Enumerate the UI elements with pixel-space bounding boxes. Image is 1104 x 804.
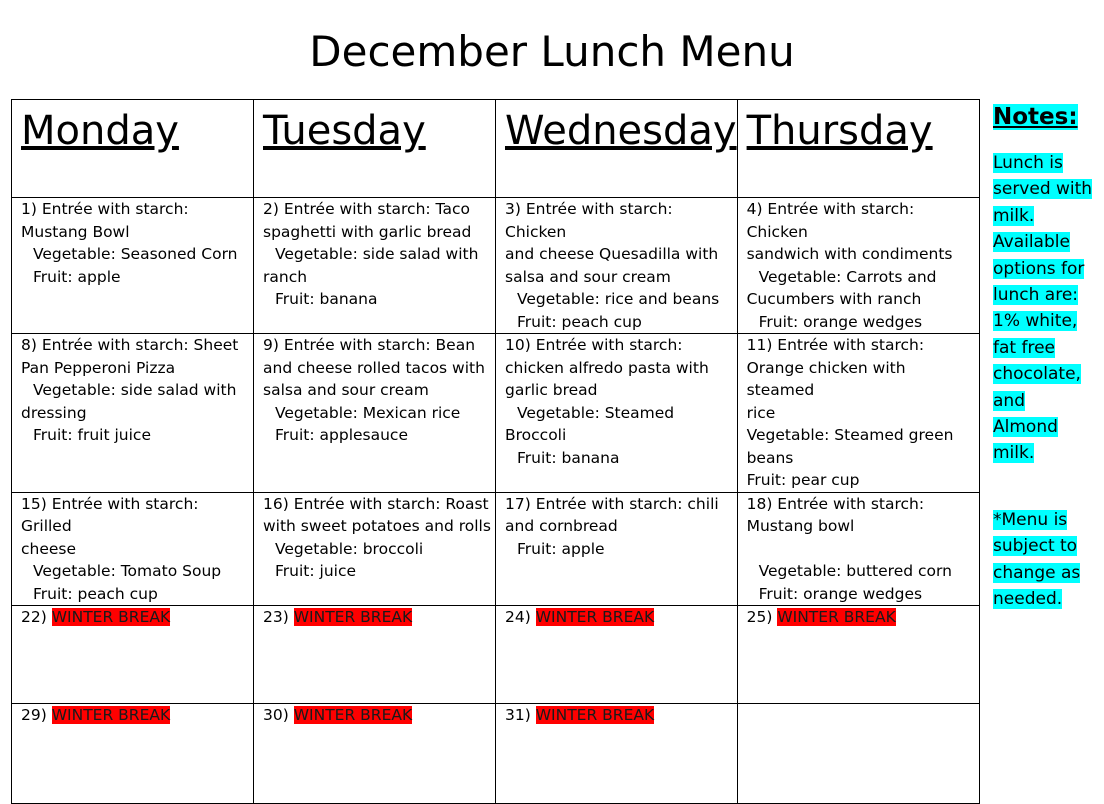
menu-day-cell — [254, 198, 496, 334]
break-day-cell — [254, 704, 496, 804]
notes-footer-line: *Menu is — [993, 509, 1068, 530]
menu-line: Mustang Bowl — [21, 222, 130, 241]
menu-line: Vegetable: side salad with — [275, 245, 479, 263]
menu-line: Vegetable: Seasoned Corn — [33, 245, 238, 263]
day-number: 22) — [21, 608, 47, 626]
notes-footer-line: subject to — [993, 536, 1078, 557]
winter-break-row — [12, 606, 980, 704]
menu-day-cell — [12, 492, 254, 606]
day-header-row — [12, 100, 980, 198]
notes-footer-line: change as — [993, 562, 1081, 583]
winter-break-label: WINTER BREAK — [777, 608, 896, 626]
menu-day-cell — [12, 198, 254, 334]
day-number: 24) — [505, 608, 531, 626]
menu-line: Fruit: orange wedges — [758, 312, 923, 331]
menu-line: 3) Entrée with starch: Chicken — [505, 200, 673, 241]
menu-line: and cheese Quesadilla with — [505, 245, 719, 263]
menu-line: rice — [746, 403, 776, 422]
menu-line: cheese — [21, 539, 77, 558]
notes-line: lunch are: — [993, 285, 1079, 306]
notes-line: milk. — [993, 205, 1035, 226]
menu-line: Vegetable: rice and beans — [517, 290, 720, 308]
menu-day-cell — [254, 334, 496, 493]
menu-day-cell — [254, 492, 496, 606]
notes-footer — [993, 507, 1093, 613]
menu-line: Orange chicken with steamed — [746, 358, 906, 399]
day-number: 25) — [746, 608, 773, 626]
break-day-cell — [254, 606, 496, 704]
notes-line: milk. — [993, 443, 1035, 464]
menu-day-cell — [737, 492, 979, 606]
menu-line — [747, 538, 975, 561]
menu-day-cell — [496, 334, 738, 493]
break-day-cell — [737, 606, 979, 704]
menu-line: 4) Entrée with starch: Chicken — [746, 200, 915, 241]
menu-line: chicken alfredo pasta with — [505, 358, 709, 377]
winter-break-row — [12, 704, 980, 804]
week-row — [12, 198, 980, 334]
menu-line: garlic bread — [505, 381, 598, 399]
menu-line: Vegetable: Steamed — [517, 403, 675, 422]
menu-line: Fruit: orange wedges — [758, 584, 923, 603]
day-number: 29) — [21, 706, 47, 724]
menu-day-cell — [12, 334, 254, 493]
notes-body — [993, 150, 1093, 467]
menu-line: with sweet potatoes and rolls — [263, 517, 491, 535]
break-day-cell — [12, 704, 254, 804]
menu-line: Vegetable: buttered corn — [758, 562, 952, 580]
notes-line: served with — [993, 179, 1093, 200]
week-row — [12, 334, 980, 493]
menu-line: Broccoli — [505, 426, 567, 444]
menu-line: Vegetable: side salad with — [33, 381, 237, 399]
menu-line: Fruit: peach cup — [517, 312, 642, 331]
notes-line: fat free — [993, 337, 1055, 358]
menu-line: and cornbread — [505, 517, 618, 535]
menu-line: salsa and sour cream — [505, 267, 671, 286]
notes-line: 1% white, — [993, 311, 1078, 332]
menu-calendar — [11, 99, 980, 804]
menu-line: ranch — [263, 267, 308, 286]
menu-line: salsa and sour cream — [263, 381, 429, 399]
menu-line: Vegetable: broccoli — [275, 539, 424, 558]
menu-line: Pan Pepperoni Pizza — [21, 358, 176, 377]
menu-line: Fruit: banana — [517, 448, 620, 467]
menu-line: 9) Entrée with starch: Bean — [263, 336, 476, 354]
winter-break-label: WINTER BREAK — [535, 608, 655, 626]
menu-line: Mustang bowl — [746, 517, 855, 535]
notes-line: and — [993, 390, 1025, 411]
notes-line: Lunch is — [993, 153, 1063, 173]
menu-line: dressing — [21, 403, 87, 422]
winter-break-label: WINTER BREAK — [51, 608, 171, 626]
winter-break-label: WINTER BREAK — [293, 608, 413, 626]
notes-title: Notes: — [993, 104, 1078, 130]
break-day-cell — [737, 704, 979, 804]
notes-footer-line: needed. — [993, 589, 1063, 610]
menu-line: 17) Entrée with starch: chili — [505, 494, 719, 513]
menu-line: 8) Entrée with starch: Sheet — [21, 336, 239, 354]
break-day-cell — [496, 606, 738, 704]
notes-panel — [993, 98, 1093, 613]
menu-line: Vegetable: Mexican rice — [275, 403, 461, 422]
page-title: December Lunch Menu — [309, 27, 795, 76]
menu-line: Vegetable: Carrots and — [758, 267, 937, 286]
menu-line: Cucumbers with ranch — [746, 290, 922, 308]
winter-break-label: WINTER BREAK — [51, 706, 171, 724]
day-number: 31) — [505, 706, 531, 724]
menu-line: beans — [746, 448, 794, 467]
menu-line: 10) Entrée with starch: — [505, 336, 683, 354]
notes-line: Available — [993, 232, 1070, 253]
menu-line: Fruit: pear cup — [746, 471, 860, 489]
break-day-cell — [496, 704, 738, 804]
menu-line: Fruit: applesauce — [275, 426, 408, 444]
menu-day-cell — [496, 492, 738, 606]
day-heading-thursday: Thursday — [746, 108, 933, 154]
menu-line: 15) Entrée with starch: Grilled — [21, 494, 199, 535]
day-number: 23) — [263, 608, 289, 626]
day-number: 30) — [263, 706, 289, 724]
menu-line: Fruit: banana — [275, 290, 378, 308]
menu-line: sandwich with condiments — [746, 245, 953, 263]
day-heading-monday: Monday — [21, 108, 179, 154]
menu-line: 18) Entrée with starch: — [746, 494, 925, 513]
menu-line: Fruit: juice — [275, 562, 357, 580]
winter-break-label: WINTER BREAK — [535, 706, 655, 724]
menu-line: 1) Entrée with starch: — [21, 200, 189, 218]
menu-line: 2) Entrée with starch: Taco — [263, 200, 470, 218]
menu-line: Fruit: apple — [33, 267, 121, 286]
menu-line: 16) Entrée with starch: Roast — [263, 494, 489, 513]
menu-line: 11) Entrée with starch: — [746, 336, 925, 354]
menu-line: spaghetti with garlic bread — [263, 222, 472, 241]
menu-day-cell — [496, 198, 738, 334]
break-day-cell — [12, 606, 254, 704]
menu-line: Fruit: fruit juice — [33, 426, 151, 444]
menu-line: Vegetable: Steamed green — [746, 426, 954, 444]
notes-line: options for — [993, 258, 1085, 279]
week-row — [12, 492, 980, 606]
menu-line: and cheese rolled tacos with — [263, 358, 485, 377]
menu-day-cell — [737, 198, 979, 334]
notes-line: Almond — [993, 417, 1058, 438]
day-heading-wednesday: Wednesday — [505, 108, 737, 154]
winter-break-label: WINTER BREAK — [293, 706, 413, 724]
menu-line: Vegetable: Tomato Soup — [33, 562, 222, 580]
day-heading-tuesday: Tuesday — [263, 108, 426, 154]
menu-day-cell — [737, 334, 979, 493]
menu-line: Fruit: peach cup — [33, 584, 158, 603]
notes-line: chocolate, — [993, 364, 1081, 385]
menu-line: Fruit: apple — [517, 539, 605, 558]
